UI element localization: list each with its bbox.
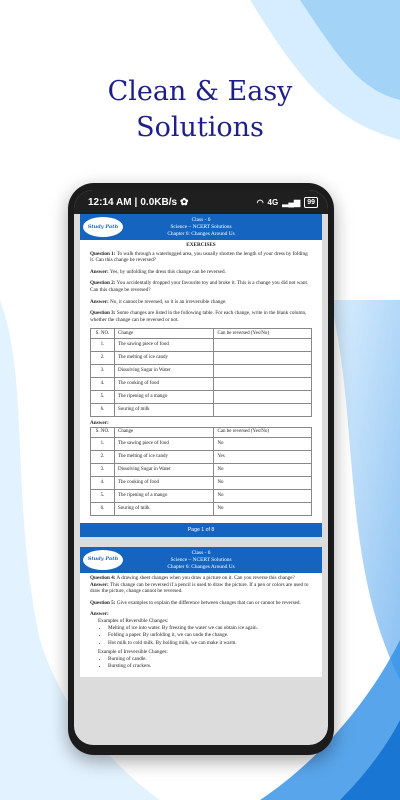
- blank-table: S. NO. Change Can be reversed (Yes/No) 1. The sawing piece of food 2. The melting of ice candy 3. Dissolving Sugar in Water 4. The cooking of food 5. The ripening of a mango 6. Souring of milk: [90, 328, 312, 417]
- list-item: • Bursting of crackers.: [108, 663, 312, 670]
- list-item: • Melting of ice into water. By freezing the water we can obtain ice again.: [108, 625, 312, 632]
- wifi-icon: ◠: [256, 197, 264, 207]
- status-bar: 12:14 AM | 0.0KB/s ✿ ◠ 4G ▂▄▆ 99: [74, 190, 328, 214]
- exercises-title: EXERCISES: [186, 242, 216, 248]
- table-row: 3. Dissolving Sugar in Water No: [91, 463, 312, 476]
- settings-icon: ✿: [180, 196, 189, 208]
- page-header: [80, 547, 322, 573]
- headline-line-1: Clean & Easy: [107, 76, 293, 107]
- page-indicator: Page 1 of 8: [80, 523, 322, 537]
- status-speed: 0.0KB/s: [140, 196, 178, 208]
- battery-icon: 99: [304, 197, 318, 208]
- table-row: 5. The ripening of a mango: [91, 391, 312, 404]
- list-item: • Folding a paper. By unfolding it, we can undo the change.: [108, 632, 312, 639]
- study-path-logo: Study Path: [83, 217, 123, 237]
- document-page-2[interactable]: [80, 547, 322, 677]
- answer-1: Answer: Yes, by unfolding the dress this change can be reversed.: [90, 268, 226, 275]
- table-row: 1. The sawing piece of food: [91, 339, 312, 352]
- table-row: 2. The melting of ice candy Yes: [91, 450, 312, 463]
- page-header: [80, 214, 322, 240]
- headline: [0, 74, 400, 146]
- table-row: 3. Dissolving Sugar in Water: [91, 365, 312, 378]
- signal-icon: ▂▄▆: [282, 197, 301, 207]
- table-row: 6. Souring of milk No: [91, 502, 312, 515]
- header-class: Class - 6: [191, 549, 211, 556]
- question-3: Question 3: Some changes are listed in the following table. For each change, write in the blank column, whether the change can be reversed or not.: [90, 310, 307, 323]
- answer-table: S. NO. Change Can be reversed (Yes/No) 1. The sawing piece of food No 2. The melting of ice candy Yes 3. Dissolving Sugar in Water No 4. The cooking of food No 5. The ripening of a mango No 6. Souring of milk No: [90, 427, 312, 516]
- phone-screen: [74, 190, 328, 745]
- table-row: 5. The ripening of a mango No: [91, 489, 312, 502]
- table-row: 4. The cooking of food No: [91, 476, 312, 489]
- question-5: Question 5: Give examples to explain the difference between changes that can or cannot be reversed.: [90, 599, 301, 606]
- table-row: 1. The sawing piece of food No: [91, 437, 312, 450]
- irreversible-title: Example of Irreversible Changes:: [98, 649, 168, 656]
- irreversible-list: [90, 656, 312, 670]
- network-label: 4G: [267, 197, 279, 207]
- table-row: 4. The cooking of food: [91, 378, 312, 391]
- table-row: 2. The melting of ice candy: [91, 352, 312, 365]
- study-path-logo: Study Path: [83, 550, 123, 570]
- question-2: Question 2: You accidentally dropped your favourite toy and broke it. This is a change you did not want. Can this change be reversed?: [90, 280, 309, 293]
- question-1: Question 1: To walk through a waterlogged area, you usually shorten the length of your dress by folding it. Can this change be reversed?: [90, 250, 308, 264]
- answer-2: Answer: No, it cannot be reversed, so it is an irreversible change.: [90, 298, 227, 305]
- headline-line-2: Solutions: [136, 112, 264, 143]
- reversible-list: [90, 625, 312, 647]
- status-time: 12:14 AM: [88, 196, 132, 208]
- list-item: • Burning of candle.: [108, 656, 312, 663]
- document-page-1[interactable]: [80, 214, 322, 523]
- header-chapter: Chapter 6: Changes Around Us: [167, 563, 235, 570]
- reversible-title: Examples of Reversible Changes:: [98, 617, 169, 624]
- answer-5-label: Answer:: [90, 611, 109, 618]
- header-subject: Science – NCERT Solutions: [170, 224, 232, 230]
- list-item: • Hot milk to cold milk. By boiling milk, we can make it warm.: [108, 640, 312, 647]
- header-chapter: Chapter 6: Changes Around Us: [167, 231, 235, 237]
- answer-3-label: Answer:: [90, 420, 109, 427]
- phone-mockup: [68, 183, 334, 755]
- header-subject: Science – NCERT Solutions: [170, 556, 232, 563]
- header-class: Class - 6: [191, 217, 211, 223]
- table-row: 6. Souring of milk: [91, 404, 312, 417]
- question-4: Question 4: A drawing sheet changes when you draw a picture on it. Can you reverse this change?: [90, 574, 295, 581]
- answer-4: Answer: This change can be reversed if a pencil is used to draw the picture. If a pen or colors are used to draw the picture, change cannot be reversed.: [90, 581, 309, 595]
